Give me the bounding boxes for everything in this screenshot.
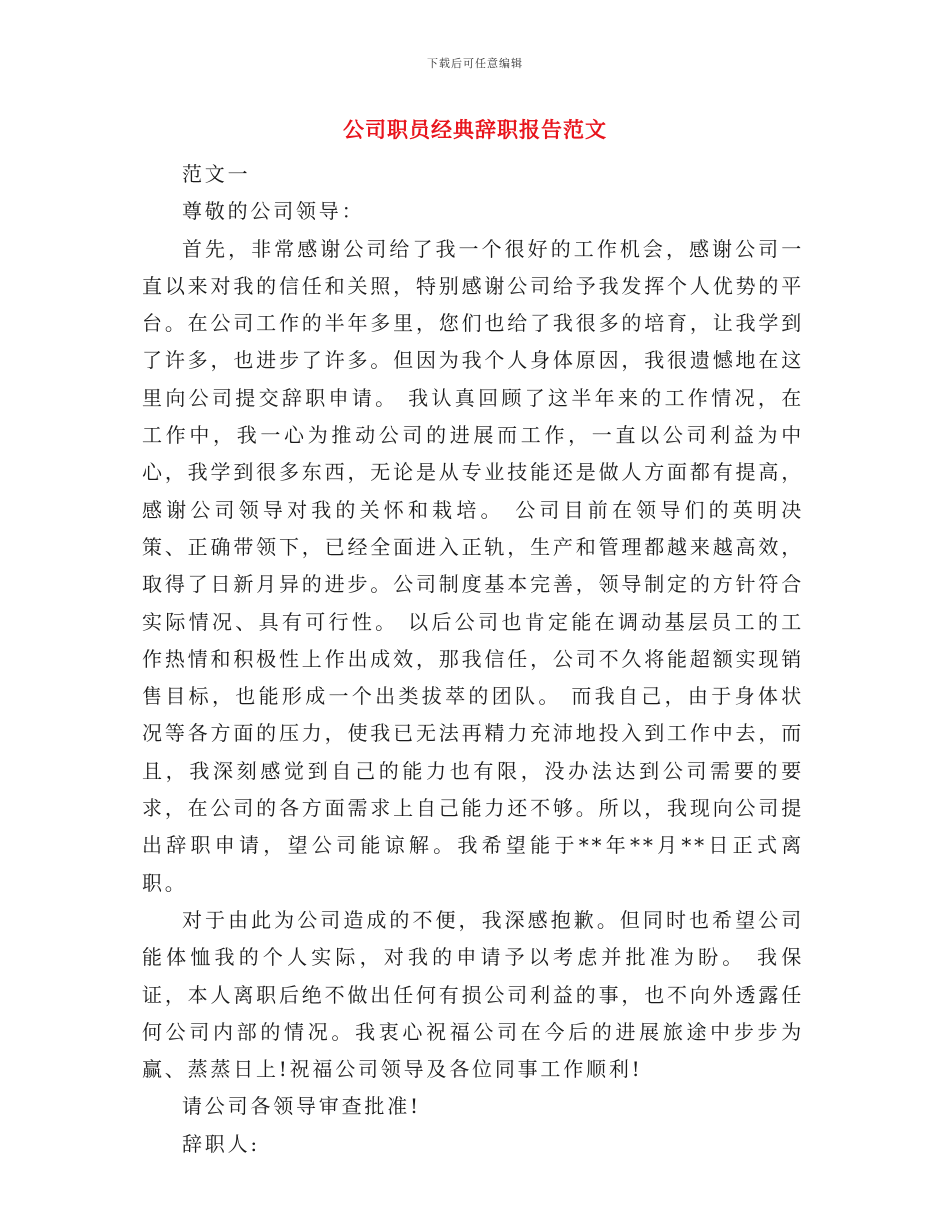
signature-label: 辞职人:: [182, 1131, 260, 1156]
body-paragraph: 首先，非常感谢公司给了我一个很好的工作机会，感谢公司一直以来对我的信任和关照，特别感谢公司给予我发挥个人优势的平台。在公司工作的半年多里，您们也给了我很多的培育，让我学到了许多，也进步了许多。但因为我个人身体原因，我很遗憾地在这里向公司提交辞职申请。 我认真回顾了这半年来的工作情况，在工作中，我一心为推动公司的进展而工作，一直以公司利益为中心，我学到很多东西，无论是从专业技能还是做人方面都有提高，感谢公司领导对我的关怀和栽培。 公司目前在领导们的英明决策、正确带领下，已经全面进入正轨，生产和管理都越来越高效，取得了日新月异的进步。公司制度基本完善，领导制定的方针符合实际情况、具有可行性。 以后公司也肯定能在调动基层员工的工作热情和积极性上作出成效，那我信任，公司不久将能超额实现销售目标，也能形成一个出类拔萃的团队。 而我自己，由于身体状况等各方面的压力，使我已无法再精力充沛地投入到工作中去，而且，我深刻感觉到自己的能力也有限，没办法达到公司需要的要求，在公司的各方面需求上自己能力还不够。所以，我现向公司提出辞职申请，望公司能谅解。我希望能于**年**月**日正式离职。: [142, 236, 804, 895]
document-body: [142, 156, 804, 1163]
body-paragraph: 对于由此为公司造成的不便，我深感抱歉。但同时也希望公司能体恤我的个人实际，对我的申请予以考虑并批准为盼。 我保证，本人离职后绝不做出任何有损公司利益的事，也不向外透露任何公司内部的情况。我衷心祝福公司在今后的进展旅途中步步为赢、蒸蒸日上!祝福公司领导及各位同事工作顺利!: [142, 907, 804, 1082]
document-title: 公司职员经典辞职报告范文: [343, 117, 607, 142]
section-label: 范文一: [182, 162, 251, 186]
salutation: 尊敬的公司领导：: [182, 199, 365, 224]
header-note: 下载后可任意编辑: [427, 57, 523, 70]
closing-request: 请公司各领导审查批准!: [182, 1094, 421, 1119]
